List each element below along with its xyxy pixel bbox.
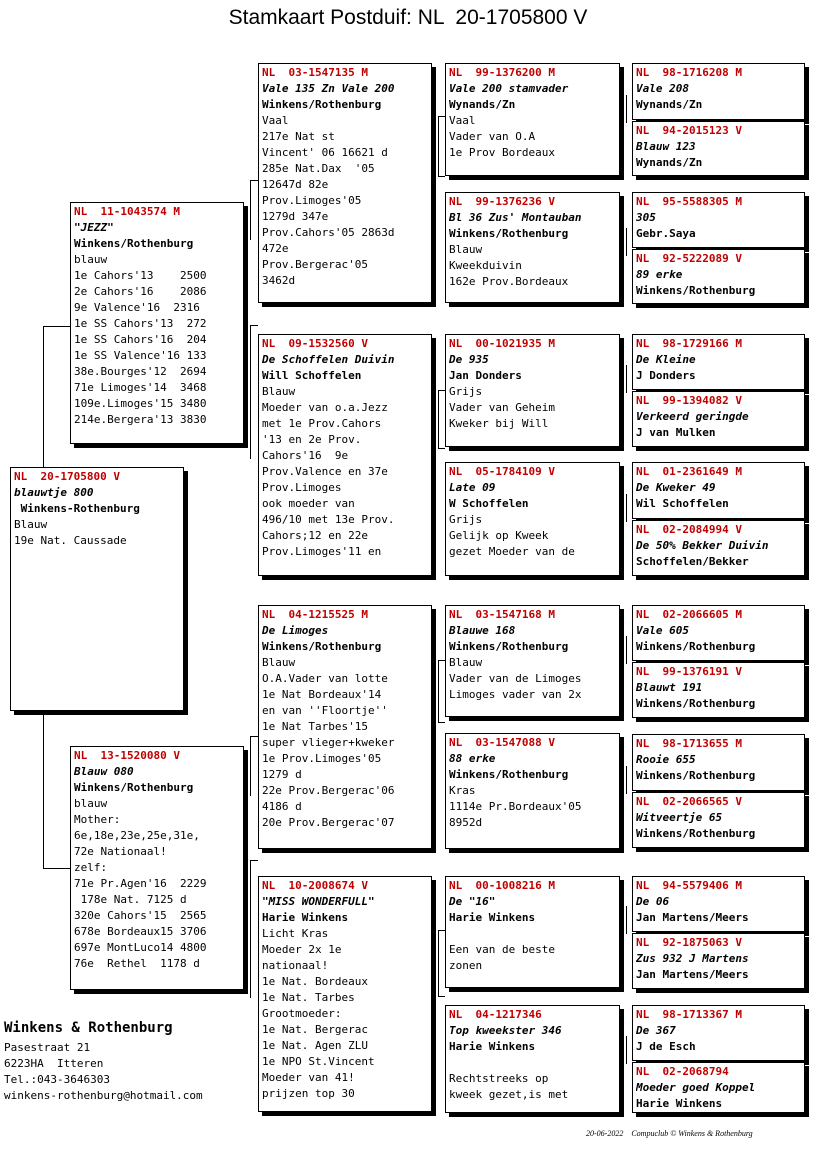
connector-line [626,906,627,934]
pigeon-card-g4-10 [632,662,805,718]
pigeon-card-g4-3 [632,192,805,248]
pigeon-name: De 50% Bekker Duivin [636,539,769,552]
pigeon-name: "MISS WONDERFULL" [262,895,375,908]
ring-number: NL 02-2066605 M [636,608,742,621]
detail-line: 678e Bordeaux15 3706 [74,925,207,938]
pigeon-card-ggp-6 [445,733,620,849]
detail-line: 472e [262,242,289,255]
detail-line: Moeder van o.a.Jezz [262,401,388,414]
pigeon-owner: Wynands/Zn [449,98,516,111]
pigeon-card-subject [10,467,184,711]
ring-number: NL 01-2361649 M [636,465,742,478]
footer-credit: 20-06-2022 Compuclub © Winkens & Rothenburg [586,1129,753,1138]
pigeon-card-ggp-2 [445,192,620,303]
detail-line: Prov.Cahors'05 2863d [262,226,395,239]
ring-number: NL 92-1875063 V [636,936,742,949]
connector-line [438,996,445,997]
pigeon-name: Late 09 [449,481,496,494]
connector-line [626,766,627,794]
detail-line: Prov.Valence en 37e [262,465,388,478]
connector-line [250,325,251,459]
detail-line: 217e Nat st [262,130,335,143]
pigeon-card-g4-12 [632,792,805,848]
pigeon-owner: Jan Martens/Meers [636,911,749,924]
pigeon-owner: Winkens/Rothenburg [74,237,194,250]
pigeon-card-ggp-3 [445,334,620,447]
detail-line: Prov.Limoges'05 [262,194,362,207]
ring-number: NL 05-1784109 V [449,465,555,478]
pigeon-card-g4-6 [632,391,805,447]
detail-line: Vader van Geheim [449,401,555,414]
detail-line: 1e Prov Bordeaux [449,146,555,159]
pigeon-owner: Winkens-Rothenburg [14,502,140,515]
detail-line: Blauw [262,385,296,398]
detail-line: 109e.Limoges'15 3480 [74,397,207,410]
detail-line: Blauw [14,518,48,531]
detail-line: 1e SS Cahors'13 272 [74,317,207,330]
detail-line: Cahors'16 9e [262,449,349,462]
pigeon-name: blauwtje 800 [14,486,94,499]
pigeon-name: De Kweker 49 [636,481,716,494]
connector-line [250,736,258,737]
detail-line: Kweker bij Will [449,417,549,430]
pigeon-card-g4-9 [632,605,805,661]
pigeon-name: Top kweekster 346 [449,1024,562,1037]
pigeon-name: Moeder goed Koppel [636,1081,756,1094]
connector-line [43,326,70,327]
ring-number: NL 94-2015123 V [636,124,742,137]
detail-line: Vincent' 06 16621 d [262,146,388,159]
pigeon-card-ggp-7 [445,876,620,988]
detail-line: Vaal [449,114,476,127]
pigeon-name: Bl 36 Zus' Montauban [449,211,582,224]
pigeon-owner: Winkens/Rothenburg [262,98,382,111]
detail-line: O.A.Vader van lotte [262,672,388,685]
detail-line: Grijs [449,385,483,398]
detail-line: 6e,18e,23e,25e,31e, [74,829,200,842]
detail-line: Vaal [262,114,289,127]
detail-line: met 1e Prov.Cahors [262,417,382,430]
pigeon-owner: J van Mulken [636,426,716,439]
detail-line: 8952d [449,816,483,829]
pigeon-card-grandmother-paternal [258,334,432,576]
pigeon-card-g4-16 [632,1062,805,1113]
pigeon-card-g4-8 [632,520,805,576]
ring-number: NL 03-1547135 M [262,66,368,79]
ring-number: NL 09-1532560 V [262,337,368,350]
pigeon-name: Blauw 080 [74,765,134,778]
connector-line [438,116,439,176]
detail-line: en van ''Floortje'' [262,704,388,717]
pigeon-name: Vale 605 [636,624,689,637]
ring-number: NL 99-1376236 V [449,195,555,208]
detail-line: 285e Nat.Dax '05 [262,162,375,175]
pigeon-card-g4-13 [632,876,805,932]
detail-line: Prov.Limoges'11 en [262,545,382,558]
pigeon-owner: Wil Schoffelen [636,497,729,510]
ring-number: NL 99-1394082 V [636,394,742,407]
pigeon-card-ggp-4 [445,462,620,576]
pigeon-name: De Schoffelen Duivin [262,353,395,366]
detail-line: 1e Nat Bordeaux'14 [262,688,382,701]
pigeon-name: 89 erke [636,268,683,281]
pigeon-name: Vale 208 [636,82,689,95]
pigeon-owner: Winkens/Rothenburg [262,640,382,653]
pigeon-name: Blauw 123 [636,140,696,153]
pigeon-name: 305 [636,211,656,224]
detail-line: gezet Moeder van de [449,545,575,558]
pigeon-owner: Winkens/Rothenburg [636,640,756,653]
breeder-name: Winkens & Rothenburg [4,1020,173,1036]
detail-line: 1e NPO St.Vincent [262,1055,375,1068]
detail-line: Grootmoeder: [262,1007,342,1020]
detail-line: 1e Prov.Limoges'05 [262,752,382,765]
detail-line: ook moeder van [262,497,355,510]
pigeon-name: Witveertje 65 [636,811,723,824]
detail-line: Grijs [449,513,483,526]
connector-line [250,860,251,998]
connector-line [438,930,439,996]
ring-number: NL 11-1043574 M [74,205,180,218]
detail-line: super vlieger+kweker [262,736,395,749]
detail-line: Limoges vader van 2x [449,688,582,701]
detail-line [449,926,616,942]
detail-line: 3462d [262,274,296,287]
pigeon-card-ggp-5 [445,605,620,717]
detail-line: Rechtstreeks op [449,1072,549,1085]
pigeon-card-g4-15 [632,1005,805,1061]
pigeon-owner: Winkens/Rothenburg [636,284,756,297]
detail-line: 1279d 347e [262,210,329,223]
connector-line [43,868,70,869]
breeder-email: winkens-rothenburg@hotmail.com [4,1089,203,1102]
pigeon-name: De 367 [636,1024,676,1037]
pigeon-owner: Winkens/Rothenburg [636,697,756,710]
breeder-city: 6223HA Itteren [4,1057,104,1070]
detail-line: 76e Rethel 1178 d [74,957,200,970]
detail-line: 1e Nat. Agen ZLU [262,1039,368,1052]
pigeon-name: Blauwe 168 [449,624,516,637]
pigeon-owner: Winkens/Rothenburg [449,227,569,240]
ring-number: NL 92-5222089 V [636,252,742,265]
connector-line [438,448,445,449]
ring-number: NL 20-1705800 V [14,470,120,483]
pigeon-owner: J de Esch [636,1040,696,1053]
pigeon-name: De Kleine [636,353,696,366]
connector-line [438,722,445,723]
detail-line: zelf: [74,861,108,874]
detail-line: 214e.Bergera'13 3830 [74,413,207,426]
detail-line: Licht Kras [262,927,329,940]
detail-line: nationaal! [262,959,329,972]
connector-line [626,95,627,123]
detail-line: 320e Cahors'15 2565 [74,909,207,922]
pigeon-name: Vale 135 Zn Vale 200 [262,82,395,95]
pigeon-name: De 935 [449,353,489,366]
ring-number: NL 04-1215525 M [262,608,368,621]
pigeon-card-mother [70,746,244,990]
pigeon-name: De "16" [449,895,496,908]
detail-line: blauw [74,253,108,266]
connector-line [250,736,251,796]
connector-line [438,930,445,931]
ring-number: NL 98-1713367 M [636,1008,742,1021]
detail-line: 1e SS Cahors'16 204 [74,333,207,346]
ring-number: NL 02-2066565 V [636,795,742,808]
detail-line: 496/10 met 13e Prov. [262,513,395,526]
detail-line: 1e Nat Tarbes'15 [262,720,368,733]
detail-line: Blauw [449,656,483,669]
detail-line: 2e Cahors'16 2086 [74,285,207,298]
pigeon-name: Verkeerd geringde [636,410,749,423]
detail-line [449,1055,616,1071]
pigeon-card-g4-2 [632,121,805,176]
connector-line [250,180,251,240]
detail-line: 178e Nat. 7125 d [74,893,187,906]
detail-line: 22e Prov.Bergerac'06 [262,784,395,797]
pigeon-owner: Winkens/Rothenburg [449,768,569,781]
pigeon-owner: Winkens/Rothenburg [74,781,194,794]
connector-line [250,860,258,861]
connector-line [438,390,445,391]
breeder-info [4,1018,203,1104]
detail-line: 4186 d [262,800,302,813]
connector-line [626,228,627,256]
pigeon-name: Vale 200 stamvader [449,82,569,95]
pigeon-card-g4-4 [632,249,805,304]
detail-line: blauw [74,797,108,810]
pigeon-card-g4-7 [632,462,805,519]
pigeon-owner: Winkens/Rothenburg [636,769,756,782]
pigeon-owner: Winkens/Rothenburg [636,827,756,840]
detail-line: 71e Limoges'14 3468 [74,381,207,394]
detail-line: 1e Nat. Bergerac [262,1023,368,1036]
connector-line [43,748,44,868]
pigeon-name: Blauwt 191 [636,681,703,694]
pigeon-owner: Gebr.Saya [636,227,696,240]
ring-number: NL 02-2084994 V [636,523,742,536]
connector-line [438,176,445,177]
ring-number: NL 95-5588305 M [636,195,742,208]
breeder-address: Pasestraat 21 [4,1041,91,1054]
detail-line: Moeder 2x 1e [262,943,342,956]
detail-line: Een van de beste [449,943,555,956]
ring-number: NL 00-1008216 M [449,879,555,892]
detail-line: Prov.Bergerac'05 [262,258,368,271]
detail-line: '13 en 2e Prov. [262,433,362,446]
detail-line: Vader van O.A [449,130,536,143]
pigeon-owner: Harie Winkens [449,911,536,924]
pigeon-owner: Schoffelen/Bekker [636,555,749,568]
detail-line: prijzen top 30 [262,1087,355,1100]
detail-line: 162e Prov.Bordeaux [449,275,569,288]
detail-line: Mother: [74,813,121,826]
pigeon-owner: J Donders [636,369,696,382]
connector-line [250,180,258,181]
ring-number: NL 98-1713655 M [636,737,742,750]
ring-number: NL 98-1729166 M [636,337,742,350]
connector-line [438,660,445,661]
pigeon-card-g4-14 [632,933,805,989]
pigeon-card-grandfather-maternal [258,605,432,849]
detail-line: 1e Nat. Bordeaux [262,975,368,988]
detail-line: 71e Pr.Agen'16 2229 [74,877,207,890]
ring-number: NL 00-1021935 M [449,337,555,350]
detail-line: 9e Valence'16 2316 [74,301,200,314]
connector-line [438,660,439,722]
pigeon-name: Rooie 655 [636,753,696,766]
connector-line [626,365,627,393]
detail-line: Cahors;12 en 22e [262,529,368,542]
detail-line: Prov.Limoges [262,481,342,494]
detail-line: kweek gezet,is met [449,1088,569,1101]
pigeon-name: 88 erke [449,752,496,765]
detail-line: 1e Nat. Tarbes [262,991,355,1004]
page-title: Stamkaart Postduif: NL 20-1705800 V [228,6,588,29]
pigeon-name: De Limoges [262,624,329,637]
pigeon-owner: Will Schoffelen [262,369,362,382]
pigeon-owner: Wynands/Zn [636,98,703,111]
pigeon-card-g4-11 [632,734,805,791]
detail-line: 38e.Bourges'12 2694 [74,365,207,378]
detail-line: Kras [449,784,476,797]
connector-line [626,636,627,664]
ring-number: NL 03-1547088 V [449,736,555,749]
pigeon-owner: Harie Winkens [449,1040,536,1053]
detail-line: 19e Nat. Caussade [14,534,127,547]
pigeon-owner: W Schoffelen [449,497,529,510]
pigeon-owner: Jan Donders [449,369,522,382]
ring-number: NL 99-1376200 M [449,66,555,79]
connector-line [438,390,439,448]
pigeon-card-father [70,202,244,444]
ring-number: NL 94-5579406 M [636,879,742,892]
detail-line: Moeder van 41! [262,1071,355,1084]
pigeon-owner: Winkens/Rothenburg [449,640,569,653]
detail-line: 1114e Pr.Bordeaux'05 [449,800,582,813]
pigeon-card-g4-1 [632,63,805,120]
detail-line: 697e MontLuco14 4800 [74,941,207,954]
connector-line [626,494,627,522]
pigeon-card-ggp-1 [445,63,620,176]
connector-line [626,1036,627,1064]
detail-line: 72e Nationaal! [74,845,167,858]
detail-line: Gelijk op Kweek [449,529,549,542]
detail-line: Blauw [262,656,296,669]
detail-line: zonen [449,959,483,972]
pigeon-owner: Harie Winkens [636,1097,723,1110]
connector-line [43,326,44,468]
connector-line [438,116,445,117]
pigeon-card-g4-5 [632,334,805,390]
connector-line [43,712,44,748]
ring-number: NL 10-2008674 V [262,879,368,892]
pigeon-card-ggp-8 [445,1005,620,1113]
detail-line: Vader van de Limoges [449,672,582,685]
pigeon-card-grandfather-paternal [258,63,432,303]
breeder-phone: Tel.:043-3646303 [4,1073,110,1086]
pigeon-name: De 06 [636,895,670,908]
ring-number: NL 13-1520080 V [74,749,180,762]
detail-line: 1e SS Valence'16 133 [74,349,207,362]
detail-line: 1279 d [262,768,302,781]
detail-line: 1e Cahors'13 2500 [74,269,207,282]
ring-number: NL 99-1376191 V [636,665,742,678]
detail-line: 20e Prov.Bergerac'07 [262,816,395,829]
connector-line [250,325,258,326]
ring-number: NL 02-2068794 [636,1065,729,1078]
detail-line: 12647d 82e [262,178,329,191]
ring-number: NL 04-1217346 [449,1008,542,1021]
pigeon-owner: Wynands/Zn [636,156,703,169]
detail-line: Blauw [449,243,483,256]
ring-number: NL 03-1547168 M [449,608,555,621]
pigeon-name: "JEZZ" [74,221,114,234]
pigeon-owner: Jan Martens/Meers [636,968,749,981]
pigeon-owner: Harie Winkens [262,911,349,924]
detail-line: Kweekduivin [449,259,522,272]
ring-number: NL 98-1716208 M [636,66,742,79]
pigeon-card-grandmother-maternal [258,876,432,1112]
pigeon-name: Zus 932 J Martens [636,952,749,965]
